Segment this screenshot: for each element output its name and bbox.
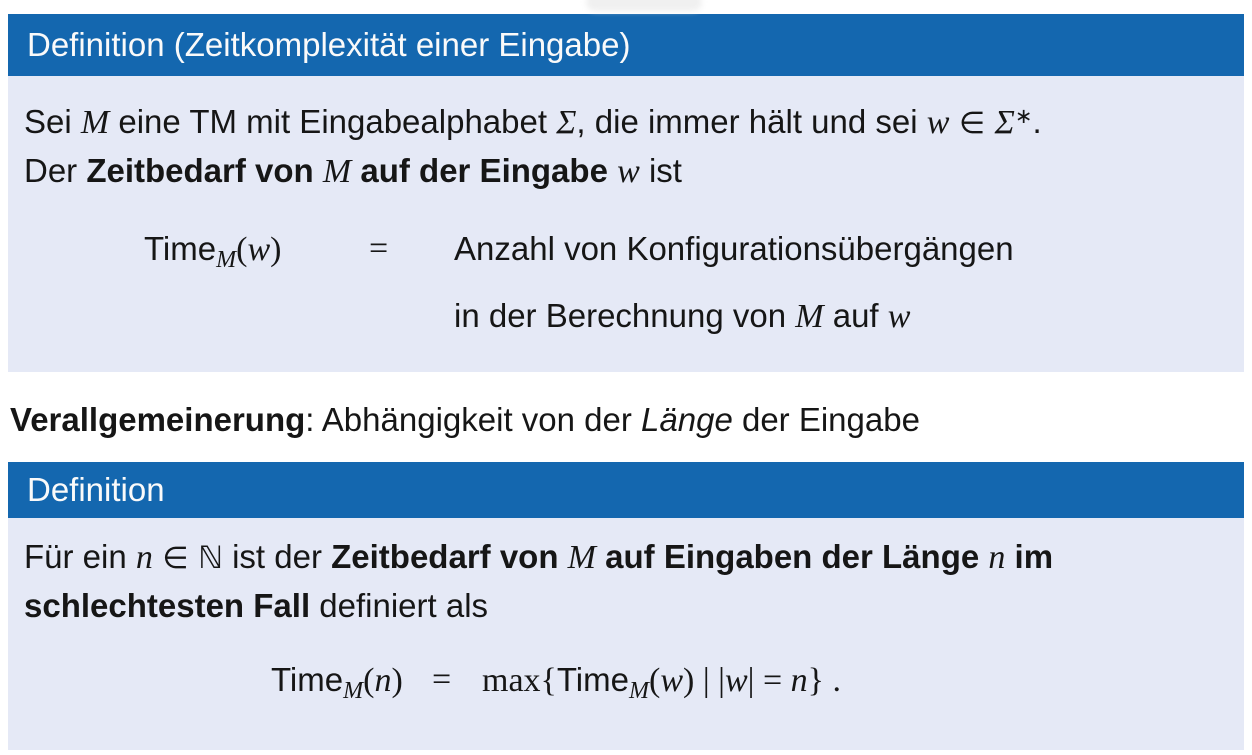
body-paragraph-line-1 — [24, 533, 1228, 582]
paren-close: ) — [683, 662, 695, 699]
math-var-n: n — [135, 539, 153, 576]
math-var-M: M — [795, 298, 824, 335]
abs-bar-close: | — [747, 662, 755, 699]
math-var-w: w — [247, 231, 271, 268]
math-var-w: w — [724, 662, 748, 699]
formula-rhs — [482, 656, 1228, 715]
math-var-sigma: Σ — [994, 104, 1015, 141]
math-var-w: w — [660, 662, 683, 699]
formula-rhs-line-1: Anzahl von Konfigurationsübergängen — [454, 230, 1014, 267]
text-run: Für ein — [24, 538, 136, 575]
element-of-symbol: ∈ — [949, 106, 995, 141]
equals-sign: = — [754, 662, 791, 699]
italic-run: Länge — [641, 401, 733, 438]
paren-close: ) — [270, 231, 282, 268]
paren-open: ( — [363, 662, 375, 699]
math-var-M: M — [80, 104, 110, 141]
math-var-n: n — [374, 662, 392, 699]
bold-run: auf Eingaben der Länge — [595, 538, 989, 575]
formula-lhs — [144, 221, 369, 288]
paren-open: ( — [648, 662, 661, 699]
top-overlay-artifact — [586, 0, 702, 11]
brace-close: } — [807, 662, 824, 699]
subscript-M: M — [628, 678, 649, 704]
such-that-bar: | — [694, 662, 719, 699]
text-run: Sei — [24, 103, 81, 140]
time-function-label: Time — [144, 230, 217, 267]
text-run: , die immer hält und sei — [576, 103, 927, 140]
text-run: eine TM mit Eingabealphabet — [109, 103, 557, 140]
bold-run: Zeitbedarf von — [331, 538, 568, 575]
math-var-sigma: Σ — [556, 104, 577, 141]
math-var-M: M — [567, 539, 596, 576]
element-of-symbol: ∈ — [152, 541, 199, 576]
abs-bar-open: | — [718, 662, 725, 699]
equals-sign: = — [432, 661, 452, 698]
formula-rhs-line-2 — [454, 288, 1228, 344]
text-run: Der — [24, 152, 87, 189]
bold-run: im — [1005, 538, 1054, 575]
bold-run: auf der Eingabe — [351, 152, 618, 189]
text-run: ist — [639, 152, 682, 189]
text-run: in der Berechnung von — [454, 297, 796, 334]
time-function-label: Time — [556, 661, 629, 698]
math-var-n: n — [988, 539, 1006, 576]
definition-block-eingabe — [8, 14, 1244, 372]
text-run: . — [1032, 103, 1042, 140]
paren-close: ) — [391, 662, 403, 699]
text-run: ist der — [222, 538, 332, 575]
time-function-label: Time — [271, 661, 344, 698]
math-var-w: w — [617, 153, 640, 190]
equals-sign: = — [369, 230, 389, 267]
body-paragraph-line-2 — [24, 147, 1228, 195]
bold-run: Zeitbedarf von — [86, 152, 323, 189]
period: . — [823, 662, 841, 699]
body-paragraph-line-1 — [24, 93, 1228, 147]
math-var-n: n — [790, 662, 808, 699]
paren-open: ( — [236, 231, 248, 268]
definition-block-eingabe-header — [8, 14, 1244, 76]
block-title-text: Definition (Zeitkomplexität einer Eingabe) — [27, 26, 631, 63]
text-run: der Eingabe — [732, 401, 920, 438]
time-on-input-formula — [144, 221, 1228, 344]
kleene-star-superscript: ∗ — [1014, 104, 1033, 128]
text-run: auf — [823, 297, 888, 334]
definition-block-worst-case-body — [8, 518, 1244, 750]
text-run: definiert als — [310, 587, 489, 624]
bold-run: schlechtesten Fall — [24, 587, 311, 624]
formula-lhs — [271, 656, 432, 715]
subscript-M: M — [343, 678, 364, 704]
naturals-symbol: ℕ — [198, 540, 223, 576]
bold-run: Verallgemeinerung — [10, 401, 306, 438]
definition-block-eingabe-body — [8, 76, 1244, 372]
worst-case-time-formula — [271, 656, 1228, 715]
math-var-w: w — [887, 298, 911, 335]
math-var-M: M — [322, 153, 352, 190]
definition-block-worst-case-header — [8, 462, 1244, 518]
block-title-text: Definition — [27, 471, 165, 508]
subscript-M: M — [216, 247, 237, 273]
text-run: : Abhängigkeit von der — [305, 401, 642, 438]
max-operator: max — [482, 662, 541, 699]
body-paragraph-line-2 — [24, 582, 1228, 629]
generalization-paragraph — [10, 396, 1244, 443]
brace-open: { — [540, 662, 557, 699]
math-var-w: w — [926, 104, 950, 141]
definition-block-worst-case — [8, 462, 1244, 750]
